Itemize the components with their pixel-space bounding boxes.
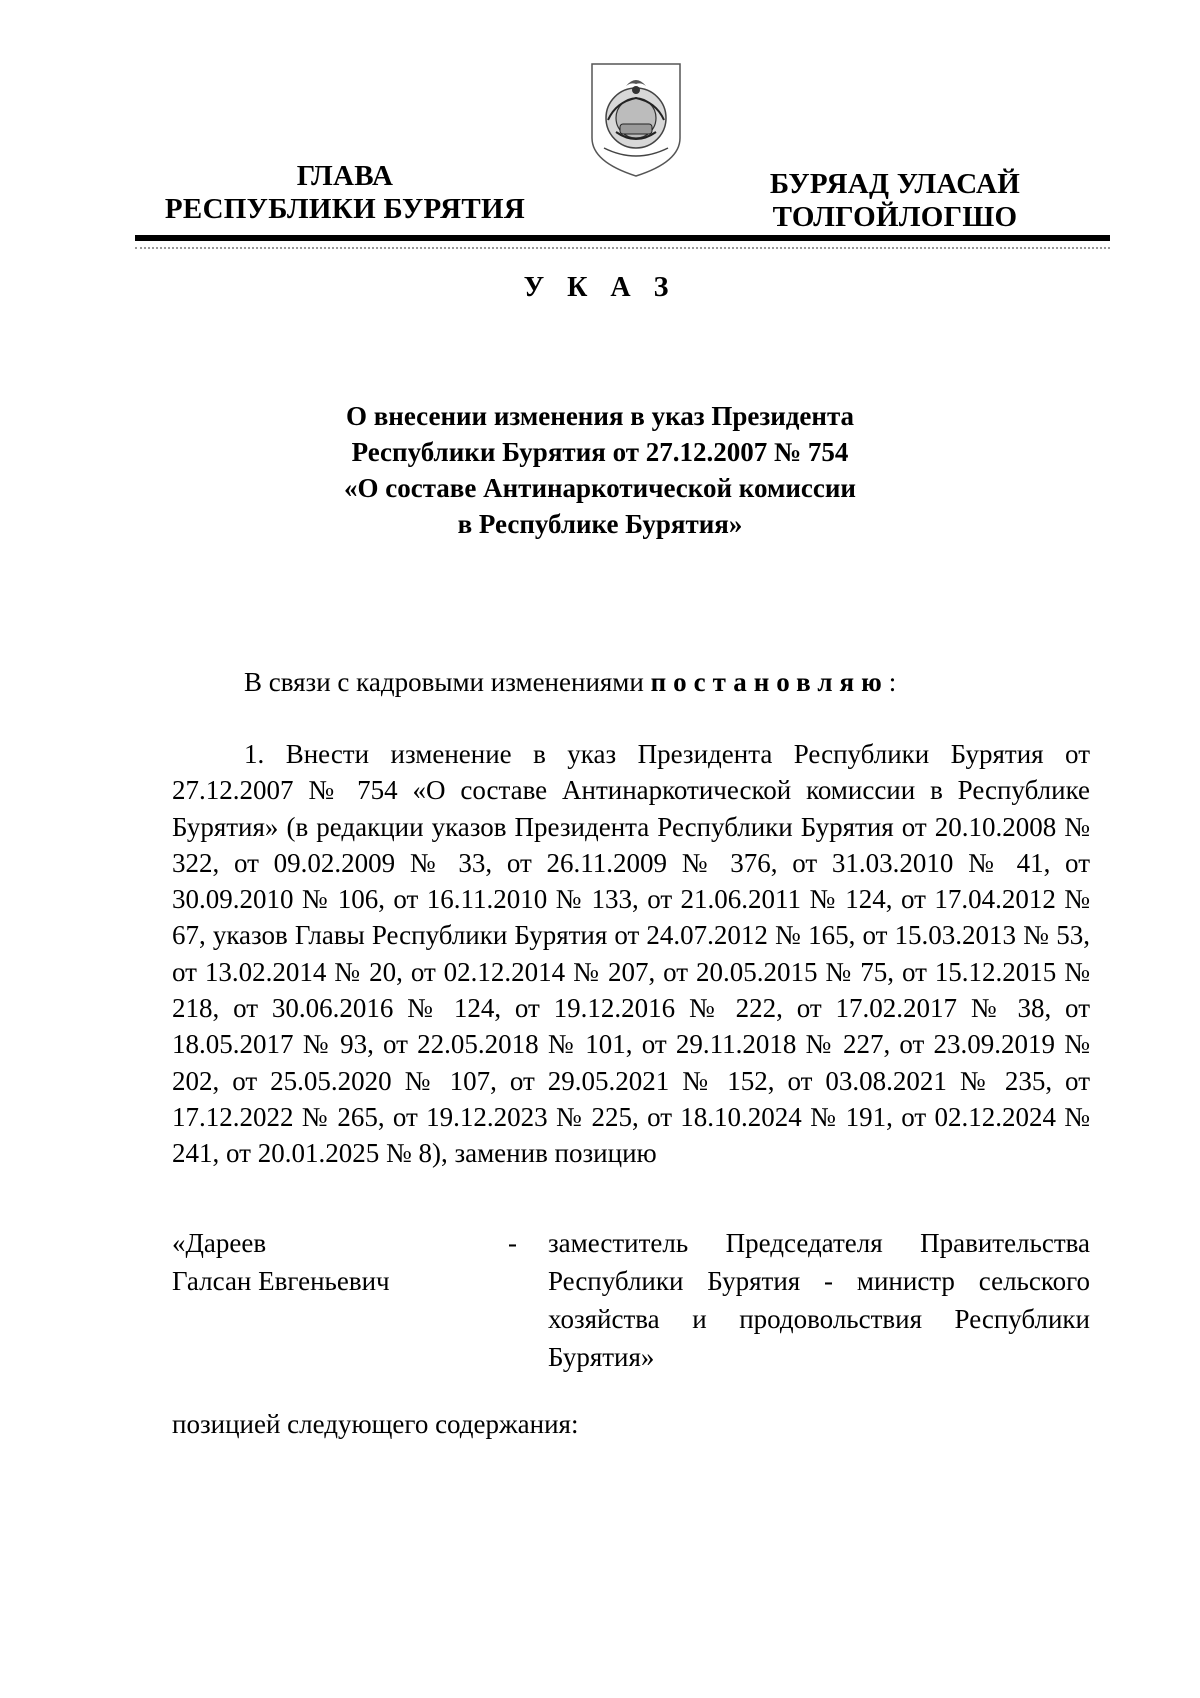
position-dash: - [508,1228,517,1258]
header-right-line1: БУРЯАД УЛАСАЙ [769,168,1021,200]
document-type: У К А З [523,272,677,303]
position-given-names: Галсан Евгеньевич [172,1266,390,1296]
title-line2: Республики Бурятия от 27.12.2007 № 754 [351,437,849,467]
title-line4: в Республике Бурятия» [457,509,743,539]
decree-word: постановляю [650,667,889,697]
title-line1: О внесении изменения в указ Президента [345,401,855,431]
preamble [244,664,1104,700]
header-divider-dotted [135,247,1110,249]
header-right-line2: ТОЛГОЙЛОГШО [772,201,1018,233]
preamble-suffix: : [888,667,897,697]
paragraph-1: 1. Внести изменение в указ Президента Республики Бурятия от 27.12.2007 № 754 «О составе Антинаркотической комиссии в Республике Бурятия» (в редакции указов Президента Республики Бурятия от 20.10.2008 № 322, от 09.02.2009 № 33, от 26.11.2009 № 376, от 31.03.2010 № 41, от 30.09.2010 № 106, от 16.11.2010 № 133, от 21.06.2011 № 124, от 17.04.2012 № 67, указов Главы Республики Бурятия от 24.07.2012 № 165, от 15.03.2013 № 53, от 13.02.2014 № 20, от 02.12.2014 № 207, от 20.05.2015 № 75, от 15.12.2015 № 218, от 30.06.2016 № 124, от 19.12.2016 № 222, от 17.02.2017 № 38, от 18.05.2017 № 93, от 22.05.2018 № 101, от 29.11.2018 № 227, от 23.09.2019 № 202, от 25.05.2020 № 107, от 29.05.2021 № 152, от 03.08.2021 № 235, от 17.12.2022 № 265, от 19.12.2023 № 225, от 18.10.2024 № 191, от 02.12.2024 № 241, от 20.01.2025 № 8), заменив позицию [172,739,1090,1169]
header-right-block [735,168,1055,234]
header-divider-thick [135,235,1110,241]
header-left-block [160,160,530,226]
coat-of-arms-emblem [586,60,686,180]
position-description: заместитель Председателя Правительства Республики Бурятия - министр сельского хозяйства и продовольствия Республики Бурятия» [548,1228,1090,1372]
preamble-text: В связи с кадровыми изменениями [244,667,651,697]
header-left-line1: ГЛАВА [296,160,394,192]
position-person-name [172,1224,472,1300]
coat-of-arms-icon [586,60,686,180]
document-title [300,398,900,542]
position-surname: «Дареев [172,1228,267,1258]
title-line3: «О составе Антинаркотической комиссии [344,473,856,503]
header-left-line2: РЕСПУБЛИКИ БУРЯТИЯ [164,193,526,225]
closing-text: позицией следующего содержания: [172,1409,579,1439]
